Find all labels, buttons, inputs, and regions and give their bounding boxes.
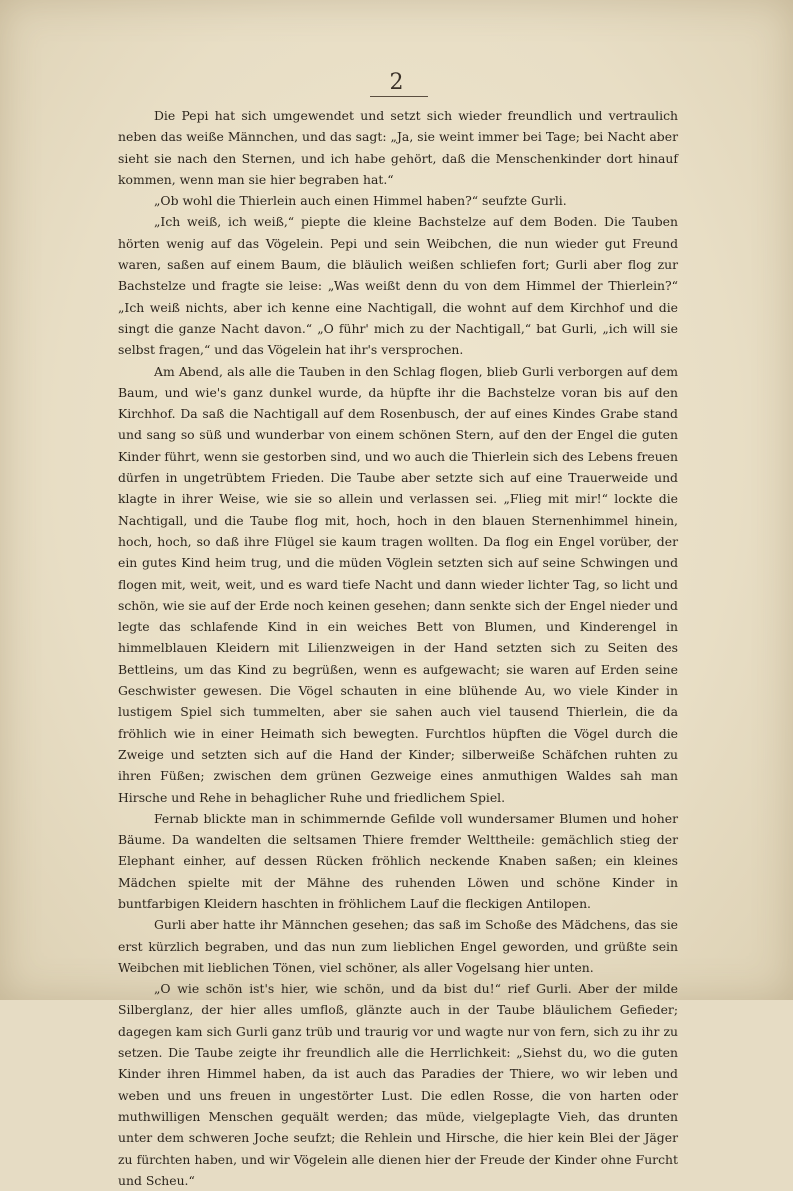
page-number: 2 (389, 70, 404, 95)
paragraph-4: Am Abend, als alle die Tauben in den Schlag flogen, blieb Gurli verborgen auf dem Baum, und wie's ganz dunkel wurde, da hüpfte ihr die Bachstelze voran bis auf den Kirchhof. Da saß die Nachtigall auf dem Rosenbusch, der auf eines Kindes Grabe stand und sang so süß und wunderbar von einem schönen Stern, auf den der Engel die guten Kinder führt, wenn sie gestorben sind, und wo auch die Thierlein sich des Lebens freuen dürfen in ungetrübtem Frieden. Die Taube aber setzte sich auf eine Trauerweide und klagte in ihrer Weise, wie sie so allein und verlassen sei. „Flieg mit mir!“ lockte die Nachtigall, und die Taube flog mit, hoch, hoch in den blauen Sternenhimmel hinein, hoch, hoch, so daß ihre Flügel sie kaum tragen wollten. Da flog ein Engel vorüber, der ein gutes Kind heim trug, und die müden Vöglein setzten sich auf seine Schwingen und flogen mit, weit, weit, und es ward tiefe Nacht und dann wieder lichter Tag, so licht und schön, wie sie auf der Erde noch keinen gesehen; dann senkte sich der Engel nieder und legte das schlafende Kind in ein weiches Bett von Blumen, und Kinderengel in himmelblauen Kleidern mit Lilienzweigen in der Hand setzten sich zu Seiten des Bettleins, um das Kind zu begrüßen, wenn es aufgewacht; sie waren auf Erden seine Geschwister gewesen. Die Vögel schauten in eine blühende Au, wo viele Kinder in lustigem Spiel sich tummelten, aber sie sahen auch viel tausend Thierlein, die da fröhlich wie in einer Heimath sich bewegten. Furchtlos hüpften die Vögel durch die Zweige und setzten sich auf die Hand der Kinder; silberweiße Schäfchen ruhten zu ihren Füßen; zwischen dem grünen Gezweige eines anmuthigen Waldes sah man Hirsche und Rehe in behaglicher Ruhe und friedlichem Spiel. (118, 363, 678, 805)
paragraph-7: „O wie schön ist's hier, wie schön, und da bist du!“ rief Gurli. Aber der milde Silberglanz, der hier alles umfloß, glänzte auch in der Taube bläulichem Gefieder; dagegen kam sich Gurli ganz trüb und traurig vor und wagte nur von fern, sich zu ihr zu setzen. Die Taube zeigte ihr freundlich alle die Herrlichkeit: „Siehst du, wo die guten Kinder ihren Himmel haben, da ist auch das Paradies der Thiere, wo wir leben und weben und uns freuen in ungestörter Lust. Die edlen Rosse, die von harten oder muthwilligen Menschen gequält werden; das müde, vielgeplagte Vieh, das drunten unter dem schweren Joche seufzt; die Rehlein und Hirsche, die hier kein Blei der Jäger zu fürchten haben, und wir Vögelein alle dienen hier der Freude der Kinder ohne Furcht und Scheu.“ (118, 981, 678, 1188)
paragraph-6: Gurli aber hatte ihr Männchen gesehen; das saß im Schoße des Mädchens, das sie erst kürzlich begraben, und das nun zum lieblichen Engel geworden, und grüßte sein Weibchen mit lieblichen Tönen, viel schöner, als aller Vogelsang hier unten. (118, 917, 678, 975)
page-number-rule (370, 96, 428, 97)
paragraph-3: „Ich weiß, ich weiß,“ piepte die kleine Bachstelze auf dem Boden. Die Tauben hörten wenig auf das Vögelein. Pepi und sein Weibchen, die nun wieder gut Freund waren, saßen auf einem Baum, die bläulich weißen schliefen fort; Gurli aber flog zur Bachstelze und fragte sie leise: „Was weißt denn du von dem Himmel der Thierlein?“ „Ich weiß nichts, aber ich kenne eine Nachtigall, die wohnt auf dem Kirchhof und die singt die ganze Nacht davon.“ „O führ' mich zu der Nachtigall,“ bat Gurli, „ich will sie selbst fragen,“ und das Vögelein hat ihr's versprochen. (118, 214, 678, 358)
paragraph-1: Die Pepi hat sich umgewendet und setzt sich wieder freundlich und vertraulich neben das weiße Männchen, und das sagt: „Ja, sie weint immer bei Tage; bei Nacht aber sieht sie nach den Sternen, und ich habe gehört, daß die Menschenkinder dort hinauf kommen, wenn man sie hier begraben hat.“ (118, 108, 678, 187)
paragraph-5: Fernab blickte man in schimmernde Gefilde voll wundersamer Blumen und hoher Bäume. Da wandelten die seltsamen Thiere fremder Welttheile: gemächlich stieg der Elephant einher, auf dessen Rücken fröhlich neckende Knaben saßen; ein kleines Mädchen spielte mit der Mähne des ruhenden Löwen und schöne Kinder in buntfarbigen Kleidern haschten in fröhlichem Lauf die fleckigen Antilopen. (118, 810, 678, 911)
body-text (118, 105, 678, 1191)
paragraph-2: „Ob wohl die Thierlein auch einen Himmel haben?“ seufzte Gurli. (154, 193, 567, 209)
